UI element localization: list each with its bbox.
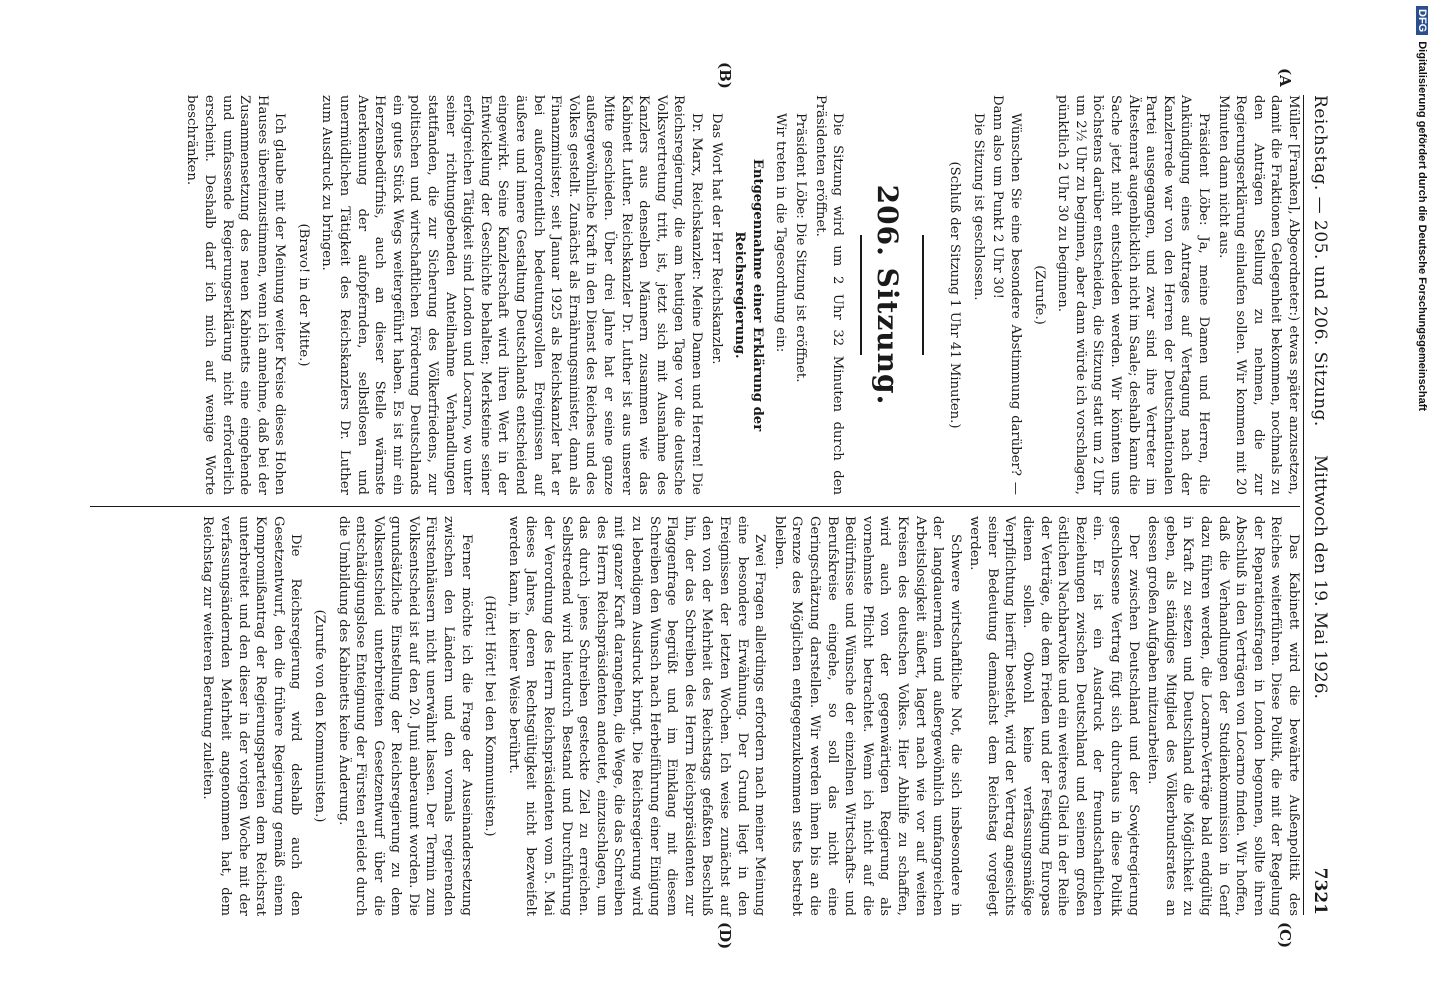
paragraph: Die Sitzung ist geschlossen. [970, 113, 986, 301]
section-rule [860, 235, 862, 355]
paragraph: Schwere wirtschaftliche Not, die sich insbesondere in der langdauernden und außergewöhnlich umfangreichen Arbeitslosigkeit äußert, lagert nach wie vor auf weiten Kreisen des deutschen Volkes. Hier Abhilfe zu schaffen, wird auch von der gegenwärtigen Regierung als vornehmste Pflicht betrachtet. Wenn ich nicht auf die Bedürfnisse und Wünsche der einzelnen Wirtschafts- und Berufskreise eingehe, so soll das nicht eine Geringschätzung darstellen. Wir werden ihnen bis an die Grenze des Möglichen entgegenzukommen stets bestrebt bleiben. [771, 516, 963, 916]
session-title: 206. Sitzung. [870, 184, 904, 406]
paragraph: Das Wort hat der Herr Reichskanzler. [708, 113, 724, 365]
paragraph: Wünschen Sie eine besondere Abstimmung darüber? — Dann also um Punkt 2 Uhr 30! [990, 95, 1024, 495]
header-date: Mittwoch den 19. Mai 1926. [1310, 455, 1330, 699]
paragraph: Müller [Franken], Abgeordneter:) etwas später anzusetzen, damit die Fraktionen Gelegenheit bekommen, nochmals zu den Anträgen Stellung zu nehmen, die zur Regierungserklärung einlaufen sollen. Wir kommen mit 20 Minuten dann nicht aus. [1215, 95, 1301, 495]
margin-marker-d: (D) [716, 922, 734, 950]
section-rule [922, 235, 924, 355]
dfg-badge: DFG [1416, 6, 1428, 35]
margin-marker-c: (C) [1276, 922, 1294, 949]
paragraph: Die Reichsregierung wird deshalb auch den Gesetzentwurf, den die frühere Regierung gemäß einem Kompromißantrag der Regierungsparteien dem Reichsrat unterbreitet und den dieser in der vorigen Woche mit der verfassungsändernden Mehrheit angenommen hat, dem Reichstag zur weiteren Beratung zuleiten. [200, 516, 304, 916]
right-column [197, 516, 1302, 916]
running-header [1306, 95, 1330, 915]
interjection: (Hört! Hört! bei den Kommunisten.) [482, 595, 498, 837]
paragraph: Wir treten in die Tagesordnung ein: [773, 113, 789, 353]
margin-marker-b: (B) [716, 62, 734, 89]
session-close-note: (Schluß der Sitzung 1 Uhr 41 Minuten.) [947, 161, 963, 429]
paragraph: Präsident Löbe: Ja, meine Damen und Herren, die Ankündigung eines Antrages auf Vertagung nach der Kanzlerrede war von den Herren der Deutschnationalen Partei ausgegangen, und zwar sind ihre Vertreter im Ältestenrat augenblicklich nicht im Saale; deshalb kann die Sache jetzt nicht entschieden werden. Wir könnten uns höchstens darüber entscheiden, die Sitzung statt um 2 Uhr um 2½ Uhr zu beginnen, aber dann würde ich vorschlagen, pünktlich 2 Uhr 30 zu beginnen. [1055, 95, 1212, 495]
funding-note [1413, 6, 1431, 994]
agenda-item: Entgegennahme einer Erklärung der Reichsregierung. [732, 158, 765, 432]
paragraph: Die Sitzung wird um 2 Uhr 32 Minuten durch den Präsidenten eröffnet. [812, 95, 846, 495]
funding-text: Digitalisierung gefördert durch die Deutsche Forschungsgemeinschaft [1416, 41, 1428, 412]
paragraph: Der zwischen Deutschland und der Sowjetregierung geschlossene Vertrag fügt sich durchaus in diese Politik ein. Er ist ein Ausdruck der freundschaftlichen Beziehungen zwischen Deutschland und seinem großen östlichen Nachbarvolke und ein weiteres Glied in der Reihe der Verträge, die dem Frieden und der Festigung Europas dienen sollen. Obwohl keine verfassungsmäßige Verpflichtung hierfür besteht, wird der Vertrag angesichts seiner Bedeutung demnächst dem Reichstag vorgelegt werden. [967, 516, 1141, 916]
header-rule [1303, 95, 1304, 915]
paragraph: Zwei Fragen allerdings erfordern nach meiner Meinung eine besondere Erwähnung. Der Grund liegt in den Ereignissen der letzten Wochen. Ich weise zunächst auf den von der Mehrheit des Reichstags gefaßten Beschluß hin, der das Schreiben des Herrn Reichspräsidenten zur Flaggenfrage begrüßt und im Einklang mit diesem Schreiben den Wunsch nach Herbeiführung einer Einigung zu lebendigem Ausdruck bringt. Die Reichsregierung wird mit ganzer Kraft darangehen, die Wege, die das Schreiben des Herrn Reichspräsidenten andeutet, einzuschlagen, um das durch jenes Schreiben gesteckte Ziel zu erreichen. Selbstredend wird hierdurch Bestand und Durchführung der Verordnung des Herrn Reichspräsidenten vom 5. Mai dieses Jahres, deren Rechtsgültigkeit nicht bezweifelt werden kann, in keiner Weise berührt. [505, 516, 768, 916]
interjection: (Zurufe.) [1031, 265, 1047, 325]
margin-marker-a: (A [1276, 68, 1294, 87]
header-left: Reichstag. — 205. und 206. Sitzung. [1310, 95, 1330, 427]
interjection: (Zurufe von den Kommunisten.) [311, 609, 327, 823]
paragraph: Dr. Marx, Reichskanzler: Meine Damen und Herren! Die Reichsregierung, die am heutigen Tage vor die deutsche Volksvertretung tritt, ist, jetzt sich mit Ausnahme des Kanzlers aus denselben Männern zusammen wie das Kabinett Luther. Reichskanzler Dr. Luther ist aus unserer Mitte geschieden. Über drei Jahre hat er seine ganze außergewöhnliche Kraft in den Dienst des Reiches und des Volkes gestellt. Zunächst als Ernährungsminister, dann als Finanzminister, seit Januar 1925 als Reichskanzler hat er bei außerordentlich bedeutungsvollen Ereignissen auf äußere und innere Gestaltung Deutschlands entscheidend eingewirkt. Seine Kanzlerschaft wird ihren Wert in der Entwickelung der Geschichte behalten; Merksteine seiner erfolgreichen Tätigkeit sind London und Locarno, wo unter seiner richtunggebenden Anteilnahme Verhandlungen stattfanden, die zur Sicherung des Völkerfriedens, zur politischen und wirtschaftlichen Förderung Deutschlands ein gutes Stück Wegs weitergeführt haben. Es ist mir ein Herzensbedürfnis, auch an dieser Stelle wärmste Anerkennung der aufopfernden, selbstlosen und unermüdlichen Tätigkeit des Reichskanzlers Dr. Luther zum Ausdruck zu bringen. [319, 95, 704, 495]
paragraph: Das Kabinett wird die bewährte Außenpolitik des Reiches weiterführen. Diese Politik, die mit der Regelung der Reparationsfragen in London begonnen, sollte ihren Abschluß in den Verträgen von Locarno finden. Wir hoffen, daß die Verhandlungen der Studienkommission in Genf dazu führen werden, die Locarno-Verträge bald endgültig in Kraft zu setzen und Deutschland die Möglichkeit zu geben, als ständiges Mitglied des Völkerbundsrates an dessen großen Aufgaben mitzuarbeiten. [1145, 516, 1301, 916]
paragraph: Präsident Löbe: Die Sitzung ist eröffnet. [792, 113, 808, 383]
interjection: (Bravo! in der Mitte.) [295, 223, 311, 367]
paragraph: Ich glaube mit der Meinung weiter Kreise dieses Hohen Hauses übereinzustimmen, wenn ich annehme, daß bei der Zusammensetzung des neuen Kabinetts eine eingehende und umfassende Regierungserklärung nicht erforderlich erscheint. Deshalb darf ich mich auf wenige Worte beschränken. [184, 95, 288, 495]
column-divider [90, 506, 1300, 507]
page-number: 7321 [1310, 867, 1330, 915]
funding-sidebar [1414, 6, 1432, 994]
paragraph: Ferner möchte ich die Frage der Auseinandersetzung zwischen den Ländern und den vormals regierenden Fürstenhäusern nicht unerwähnt lassen. Der Termin zum Volksentscheid ist auf den 20. Juni anberaumt worden. Die grundsätzliche Einstellung der Reichsregierung zu dem Volksentscheid unterbreiteten Gesetzentwurf über die entschädigungslose Enteignung der Fürsten erleidet durch die Umbildung des Kabinetts keine Änderung. [335, 516, 474, 916]
left-column [181, 95, 1302, 495]
